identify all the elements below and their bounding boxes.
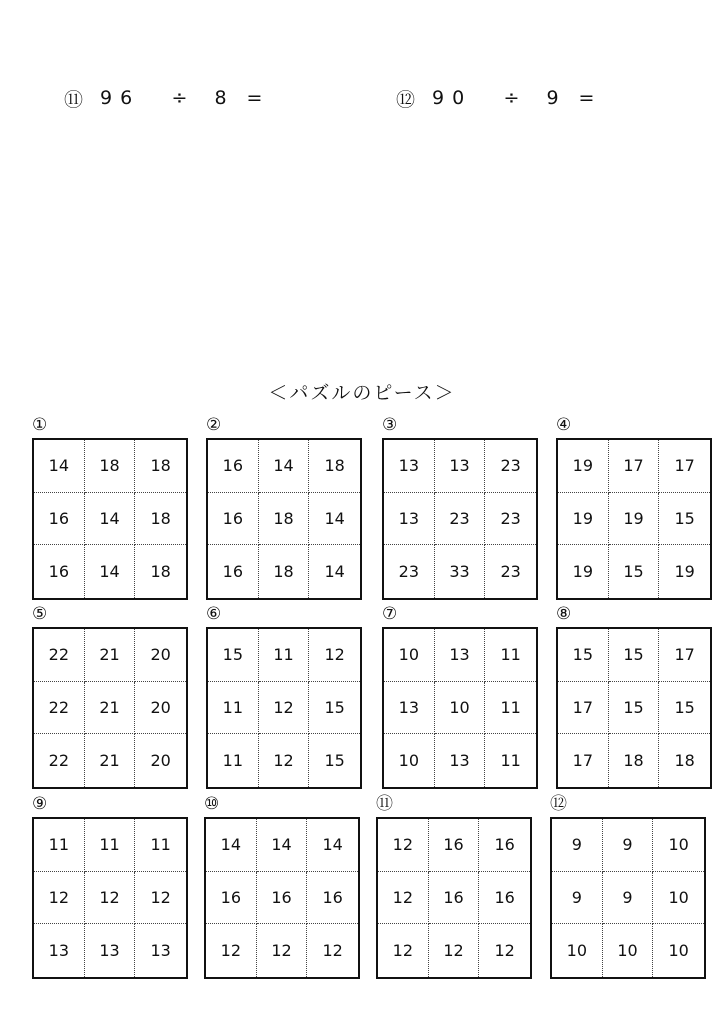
- piece-cell: 13: [384, 682, 435, 735]
- piece-cell: 10: [653, 819, 704, 872]
- puzzle-piece: [382, 627, 538, 789]
- piece-cell: 20: [150, 751, 171, 771]
- piece-cell: 12: [257, 924, 308, 977]
- piece-cell: 12: [85, 872, 136, 925]
- piece-cell: 15: [609, 682, 660, 735]
- piece-cell: 12: [494, 941, 515, 961]
- piece-label: ④: [556, 415, 572, 435]
- puzzle-piece: [382, 438, 538, 600]
- piece-cell: 20: [135, 682, 186, 735]
- piece-cell: 11: [208, 682, 259, 735]
- piece-cell: 10: [653, 872, 704, 925]
- piece-cell: 11: [85, 819, 136, 872]
- piece-cell: 16: [307, 872, 358, 925]
- problem-number: ⑪: [64, 88, 85, 111]
- piece-cell: 21: [85, 682, 136, 735]
- piece-label: ⑤: [32, 604, 48, 624]
- piece-cell: 10: [603, 924, 654, 977]
- piece-cell: 21: [85, 629, 136, 682]
- piece-cell: 13: [384, 493, 435, 546]
- piece-cell: 13: [435, 440, 486, 493]
- piece-cell: 10: [435, 682, 486, 735]
- piece-cell: 13: [150, 941, 171, 961]
- piece-cell: 14: [34, 440, 85, 493]
- puzzle-piece: [556, 438, 712, 600]
- dividend: 96: [100, 87, 141, 109]
- dividend: 90: [432, 87, 473, 109]
- piece-label: ①: [32, 415, 48, 435]
- puzzle-piece: [556, 627, 712, 789]
- piece-cell: 23: [485, 493, 536, 546]
- piece-cell: 13: [435, 734, 486, 787]
- piece-cell: 16: [208, 440, 259, 493]
- divide-sign: ÷: [503, 87, 521, 109]
- puzzle-piece: [32, 817, 188, 979]
- piece-label: ⑫: [550, 794, 567, 814]
- piece-cell: 16: [429, 872, 480, 925]
- piece-cell: 23: [485, 440, 536, 493]
- piece-cell: 15: [609, 545, 660, 598]
- piece-cell: 10: [384, 629, 435, 682]
- piece-cell: 17: [659, 629, 710, 682]
- piece-cell: 23: [384, 545, 435, 598]
- piece-cell: 16: [429, 819, 480, 872]
- puzzle-piece: [32, 438, 188, 600]
- piece-cell: 16: [479, 872, 530, 925]
- problem-11: [64, 84, 270, 112]
- piece-label: ⑦: [382, 604, 398, 624]
- piece-cell: 15: [659, 682, 710, 735]
- piece-cell: 16: [208, 545, 259, 598]
- piece-cell: 9: [552, 872, 603, 925]
- piece-label: ⑧: [556, 604, 572, 624]
- divisor: 8: [214, 87, 228, 109]
- piece-cell: 14: [309, 493, 360, 546]
- piece-cell: 15: [324, 751, 345, 771]
- piece-cell: 12: [206, 924, 257, 977]
- piece-cell: 10: [384, 734, 435, 787]
- piece-cell: 22: [34, 629, 85, 682]
- piece-cell: 18: [674, 751, 695, 771]
- piece-cell: 19: [558, 440, 609, 493]
- piece-cell: 15: [609, 629, 660, 682]
- piece-cell: 9: [603, 872, 654, 925]
- piece-label: ⑪: [376, 794, 393, 814]
- piece-cell: 18: [259, 545, 310, 598]
- piece-cell: 14: [324, 562, 345, 582]
- piece-cell: 16: [34, 493, 85, 546]
- piece-label: ②: [206, 415, 222, 435]
- equals-sign: =: [578, 87, 596, 109]
- piece-cell: 19: [609, 493, 660, 546]
- piece-cell: 12: [259, 734, 310, 787]
- piece-cell: 15: [309, 682, 360, 735]
- piece-label: ⑥: [206, 604, 222, 624]
- piece-cell: 13: [34, 924, 85, 977]
- piece-cell: 21: [85, 734, 136, 787]
- piece-cell: 9: [552, 819, 603, 872]
- divide-sign: ÷: [171, 87, 189, 109]
- piece-label: ⑨: [32, 794, 48, 814]
- puzzle-piece: [206, 627, 362, 789]
- piece-cell: 11: [485, 682, 536, 735]
- piece-cell: 18: [135, 493, 186, 546]
- piece-cell: 15: [558, 629, 609, 682]
- piece-cell: 18: [135, 440, 186, 493]
- piece-cell: 18: [85, 440, 136, 493]
- piece-cell: 16: [479, 819, 530, 872]
- piece-cell: 33: [435, 545, 486, 598]
- piece-cell: 14: [257, 819, 308, 872]
- piece-cell: 16: [208, 493, 259, 546]
- piece-cell: 16: [34, 545, 85, 598]
- piece-cell: 12: [135, 872, 186, 925]
- piece-label: ⑩: [204, 794, 220, 814]
- puzzle-piece: [376, 817, 532, 979]
- piece-cell: 18: [150, 562, 171, 582]
- piece-cell: 11: [34, 819, 85, 872]
- piece-cell: 15: [659, 493, 710, 546]
- puzzle-piece: [32, 627, 188, 789]
- puzzle-piece: [204, 817, 360, 979]
- piece-cell: 12: [322, 941, 343, 961]
- puzzle-piece: [550, 817, 706, 979]
- piece-cell: 14: [259, 440, 310, 493]
- piece-cell: 12: [259, 682, 310, 735]
- piece-cell: 18: [609, 734, 660, 787]
- piece-cell: 11: [259, 629, 310, 682]
- piece-cell: 10: [552, 924, 603, 977]
- piece-cell: 19: [558, 545, 609, 598]
- piece-cell: 13: [435, 629, 486, 682]
- piece-cell: 12: [378, 872, 429, 925]
- piece-cell: 12: [429, 924, 480, 977]
- piece-cell: 23: [500, 562, 521, 582]
- piece-cell: 14: [307, 819, 358, 872]
- piece-cell: 12: [34, 872, 85, 925]
- equals-sign: =: [246, 87, 264, 109]
- piece-cell: 14: [85, 493, 136, 546]
- pieces-title: ＜パズルのピース＞: [268, 382, 456, 404]
- piece-cell: 18: [259, 493, 310, 546]
- piece-cell: 19: [674, 562, 695, 582]
- piece-cell: 16: [206, 872, 257, 925]
- piece-cell: 17: [558, 734, 609, 787]
- piece-cell: 12: [378, 924, 429, 977]
- piece-cell: 12: [309, 629, 360, 682]
- piece-cell: 12: [378, 819, 429, 872]
- piece-cell: 9: [603, 819, 654, 872]
- divisor: 9: [546, 87, 560, 109]
- piece-cell: 14: [206, 819, 257, 872]
- piece-cell: 16: [257, 872, 308, 925]
- piece-cell: 15: [208, 629, 259, 682]
- piece-cell: 20: [135, 629, 186, 682]
- problem-12: [396, 84, 602, 112]
- piece-cell: 17: [659, 440, 710, 493]
- piece-cell: 11: [500, 751, 521, 771]
- piece-cell: 17: [609, 440, 660, 493]
- puzzle-piece: [206, 438, 362, 600]
- piece-cell: 10: [668, 941, 689, 961]
- piece-cell: 11: [135, 819, 186, 872]
- piece-cell: 22: [34, 734, 85, 787]
- piece-cell: 23: [435, 493, 486, 546]
- piece-label: ③: [382, 415, 398, 435]
- piece-cell: 13: [384, 440, 435, 493]
- piece-cell: 19: [558, 493, 609, 546]
- piece-cell: 14: [85, 545, 136, 598]
- piece-cell: 11: [485, 629, 536, 682]
- piece-cell: 22: [34, 682, 85, 735]
- piece-cell: 11: [208, 734, 259, 787]
- piece-cell: 13: [85, 924, 136, 977]
- piece-cell: 17: [558, 682, 609, 735]
- problem-number: ⑫: [396, 88, 417, 111]
- piece-cell: 18: [309, 440, 360, 493]
